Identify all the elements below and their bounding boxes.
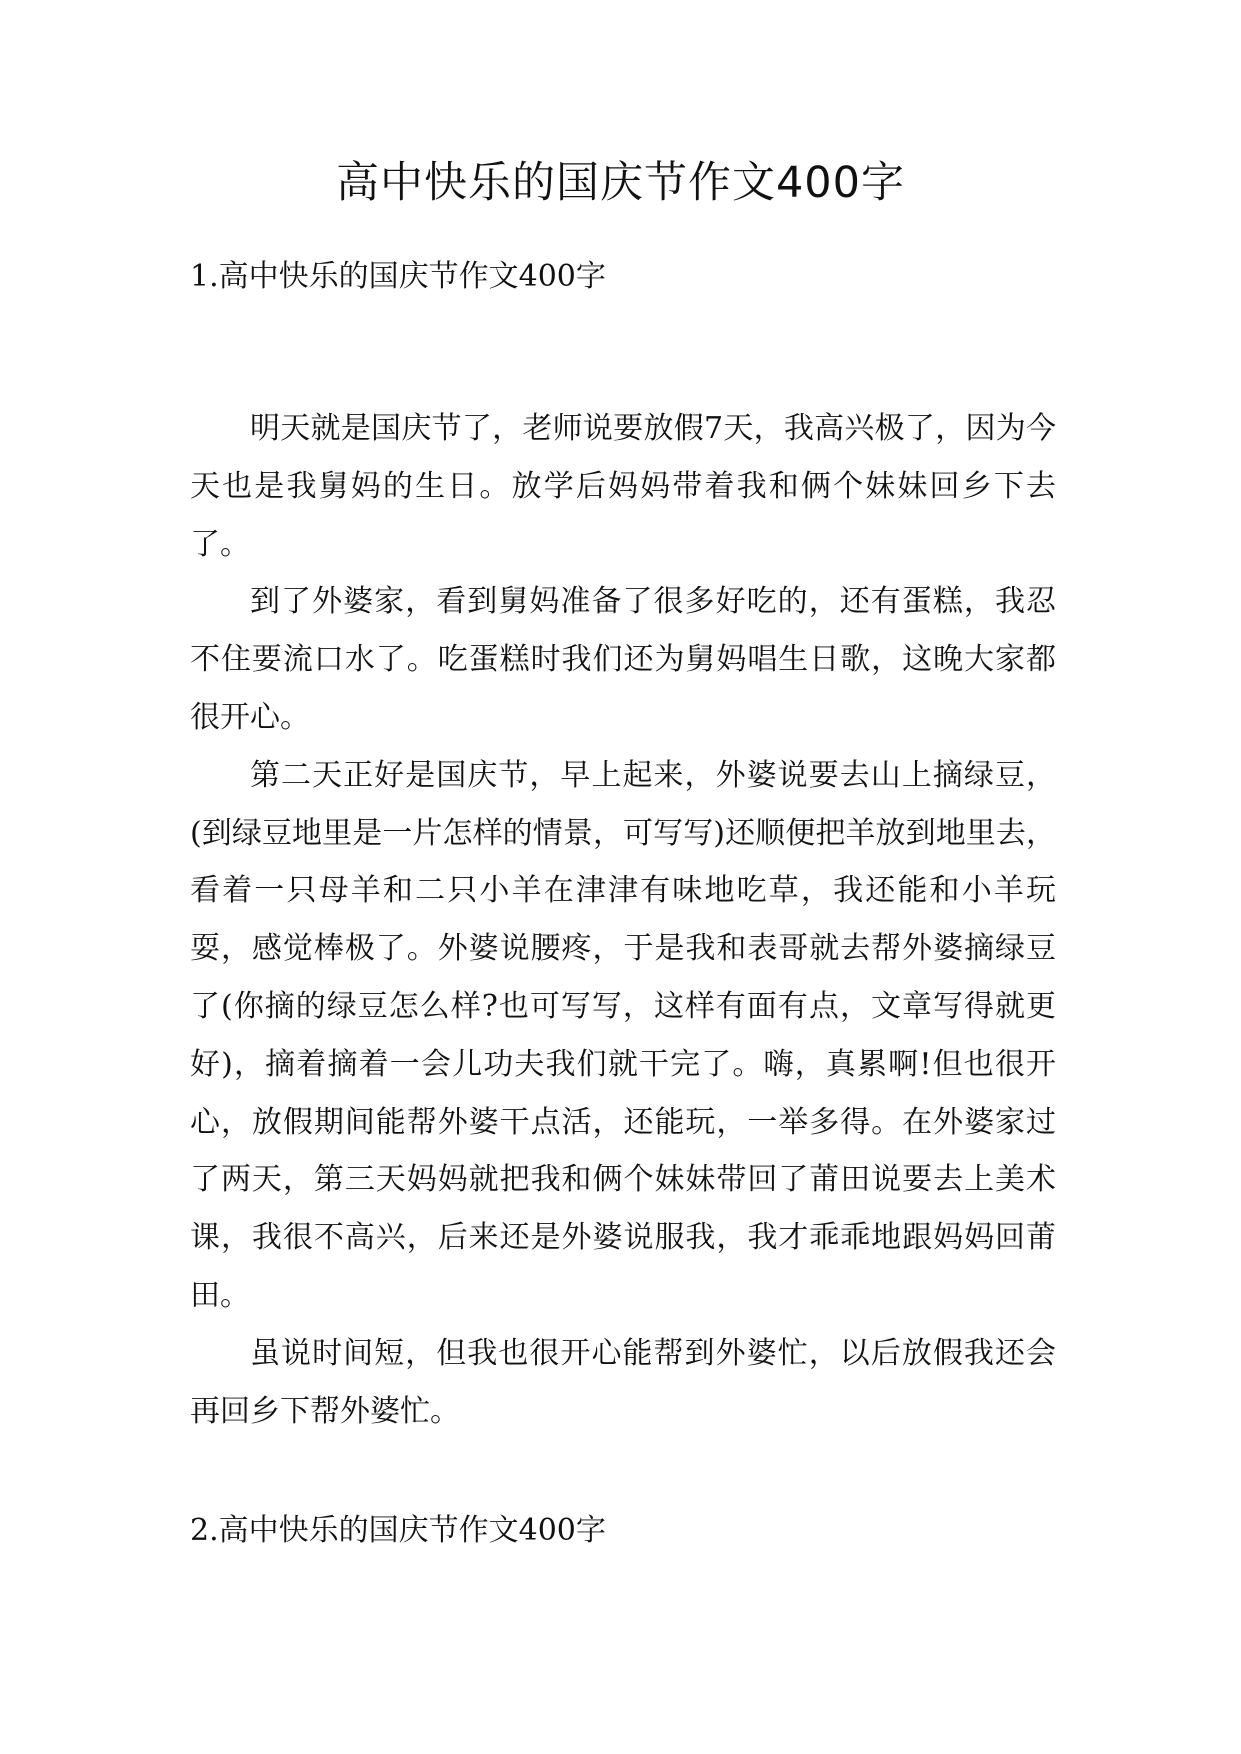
- paragraph-1: 明天就是国庆节了，老师说要放假7天，我高兴极了，因为今天也是我舅妈的生日。放学后妈妈带着我和俩个妹妹回乡下去了。: [190, 411, 1056, 562]
- paragraph-3: 第二天正好是国庆节，早上起来，外婆说要去山上摘绿豆，(到绿豆地里是一片怎样的情景，可写写)还顺便把羊放到地里去，看着一只母羊和二只小羊在津津有味地吃草，我还能和小羊玩耍，感觉棒极了。外婆说腰疼，于是我和表哥就去帮外婆摘绿豆了(你摘的绿豆怎么样?也可写写，这样有面有点，文章写得就更好)，摘着摘着一会儿功夫我们就干完了。嗨，真累啊!但也很开心，放假期间能帮外婆干点活，还能玩，一举多得。在外婆家过了两天，第三天妈妈就把我和俩个妹妹带回了莆田说要去上美术课，我很不高兴，后来还是外婆说服我，我才乖乖地跟妈妈回莆田。: [190, 757, 1056, 1313]
- section-heading-1: 1.高中快乐的国庆节作文400字: [190, 259, 606, 294]
- paragraph-4: 虽说时间短，但我也很开心能帮到外婆忙，以后放假我还会再回乡下帮外婆忙。: [190, 1335, 1056, 1429]
- document-title: 高中快乐的国庆节作文400字: [335, 158, 906, 208]
- section-1-body: [190, 400, 1056, 1440]
- section-heading-2: 2.高中快乐的国庆节作文400字: [190, 1513, 606, 1548]
- paragraph-2: 到了外婆家，看到舅妈准备了很多好吃的，还有蛋糕，我忍不住要流口水了。吃蛋糕时我们还为舅妈唱生日歌，这晚大家都很开心。: [190, 584, 1056, 735]
